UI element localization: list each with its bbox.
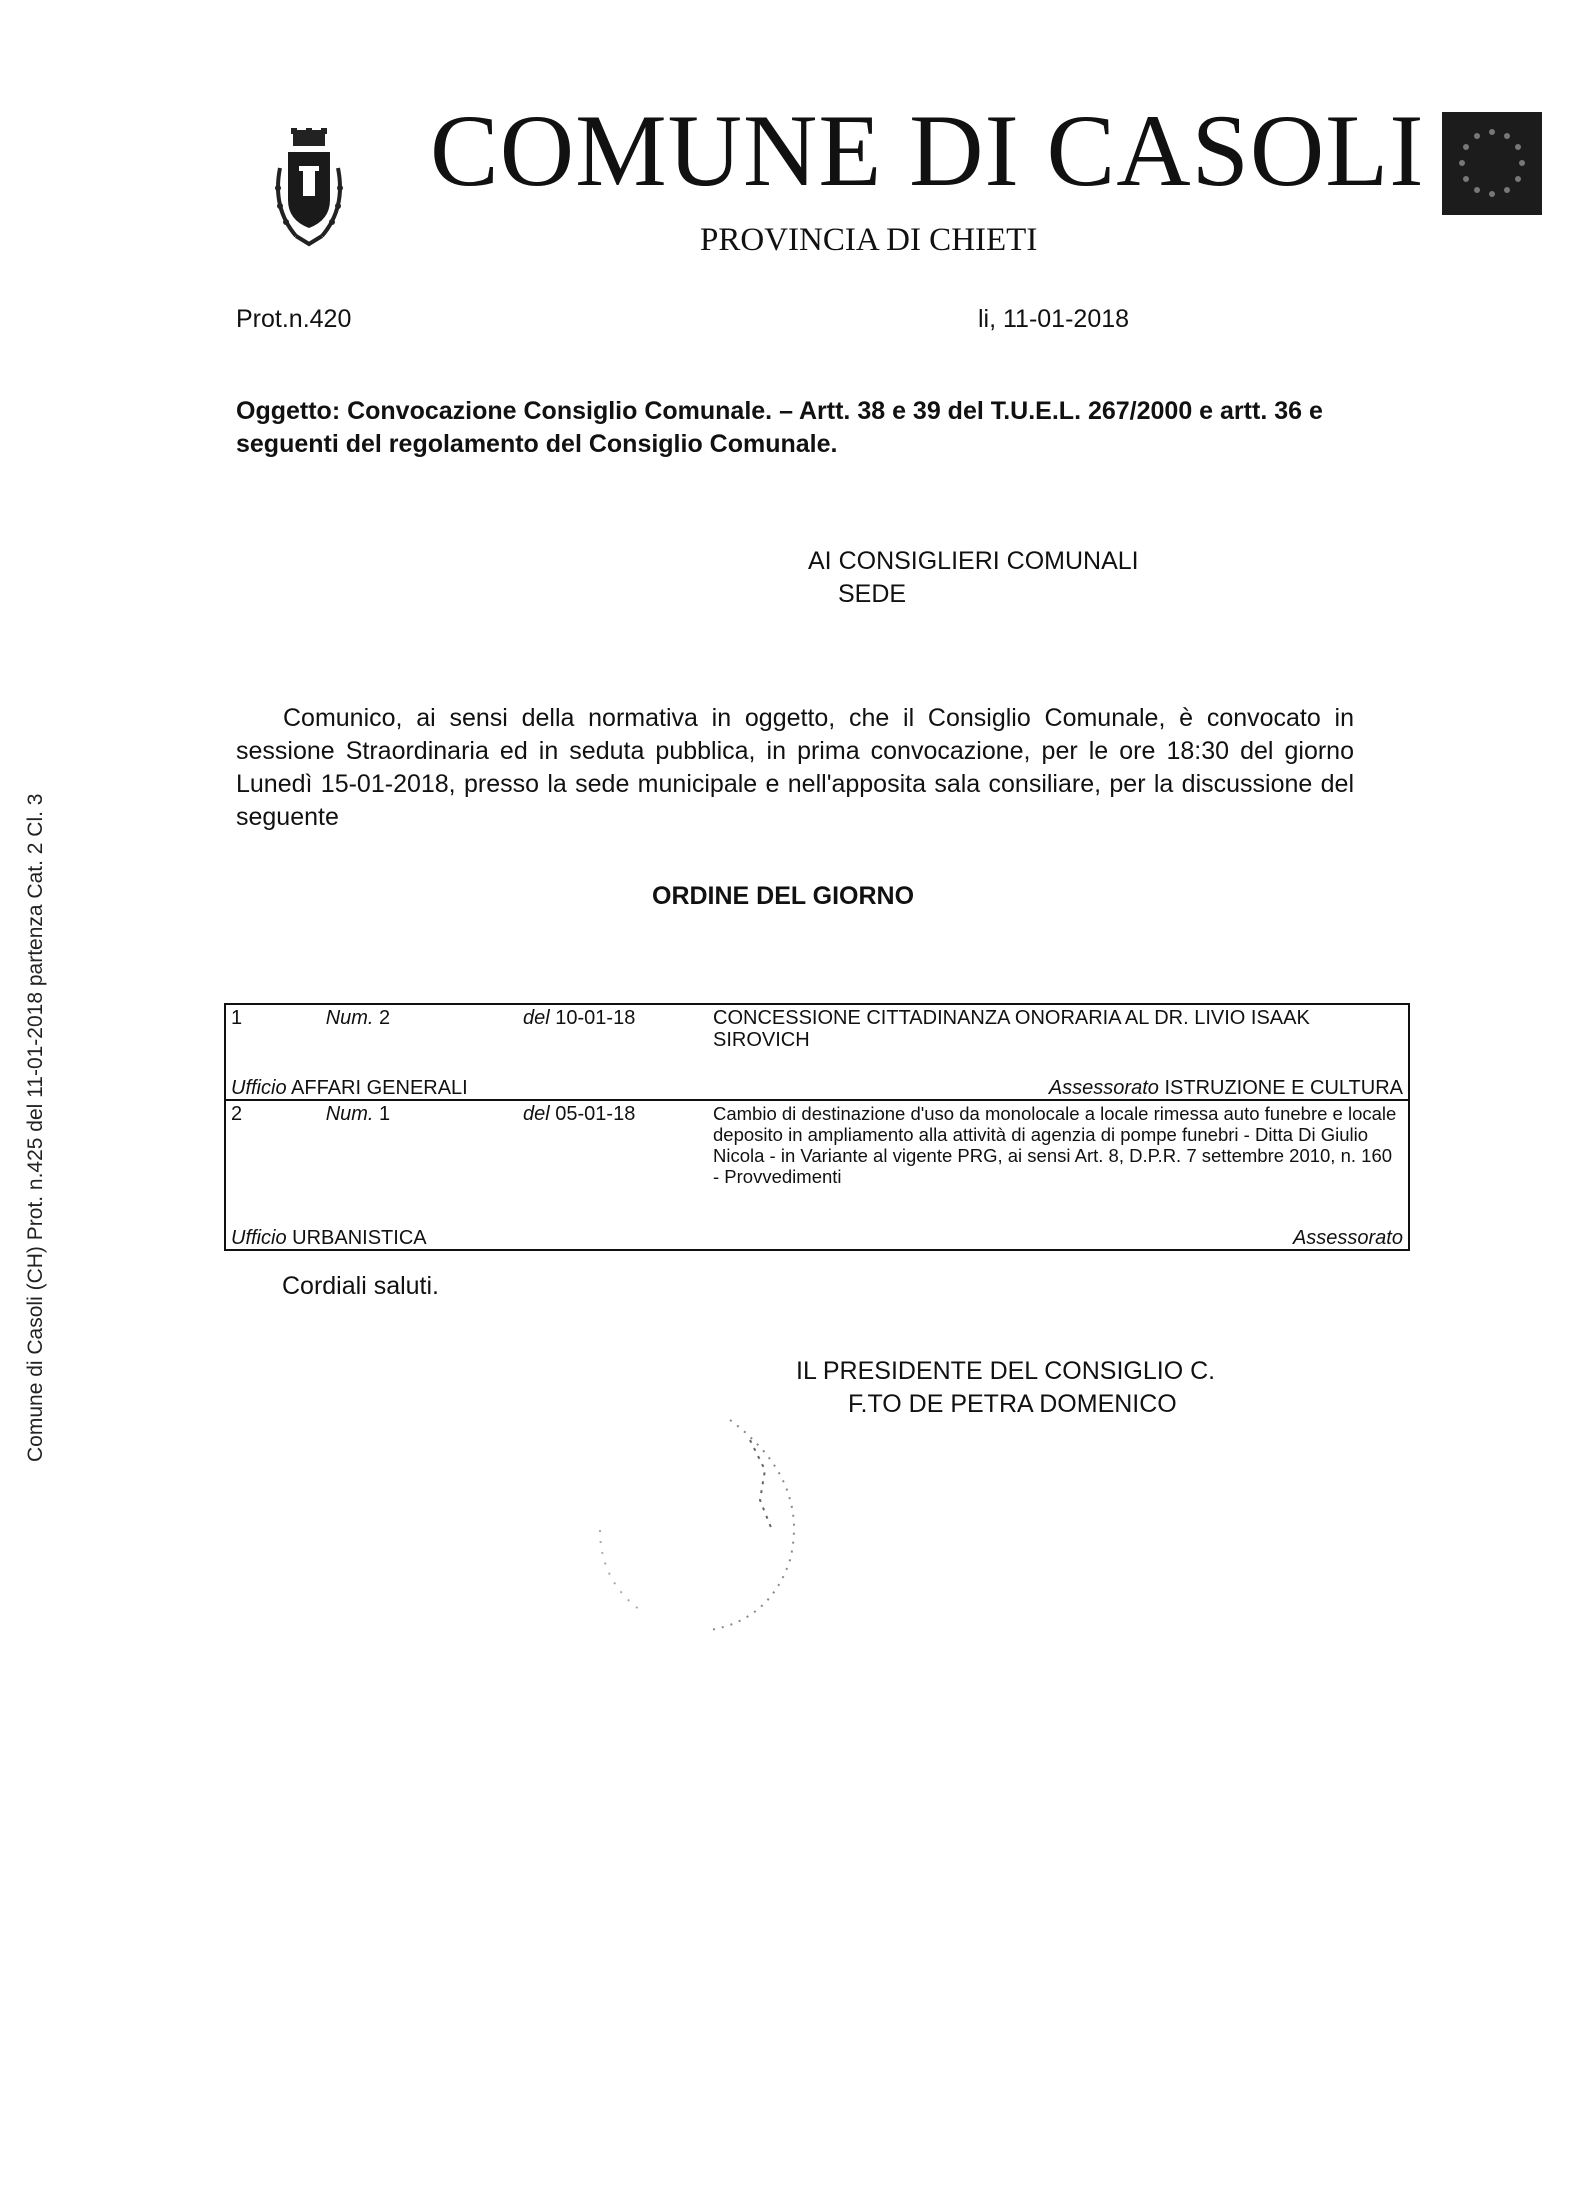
del-label: del	[523, 1103, 550, 1125]
signature-name: F.TO DE PETRA DOMENICO	[848, 1390, 1177, 1418]
ufficio-label: Ufficio	[231, 1077, 287, 1099]
item-subject: Cambio di destinazione d'uso da monolocale a locale rimessa auto funebre e locale deposito in ampliamento alla attività di agenzia di pompe funebri - Ditta Di Giulio Nicola - in Variante al vigente PRG, ai sensi Art. 8, D.P.R. 7 settembre 2010, n. 160 - Provvedimenti	[713, 1103, 1397, 1187]
table-row	[225, 1100, 1409, 1250]
del-value: 10-01-18	[555, 1007, 636, 1029]
del-value: 05-01-18	[555, 1103, 636, 1125]
stamp-mark-icon	[560, 1400, 840, 1640]
agenda-title: ORDINE DEL GIORNO	[652, 882, 915, 910]
page-title: COMUNE DI CASOLI	[430, 94, 1425, 208]
num-value: 2	[379, 1007, 391, 1029]
assessorato-label: Assessorato	[1048, 1077, 1159, 1099]
del-label: del	[523, 1007, 550, 1029]
page-subtitle: PROVINCIA DI CHIETI	[700, 222, 1038, 258]
municipal-crest-icon	[266, 128, 352, 250]
addressee-line-2: SEDE	[838, 580, 907, 608]
table-row	[225, 1004, 1409, 1100]
closing-greeting: Cordiali saluti.	[282, 1272, 440, 1300]
subject-line: Oggetto: Convocazione Consiglio Comunale. – Artt. 38 e 39 del T.U.E.L. 267/2000 e artt. 36 e seguenti del regolamento del Consiglio Comunale.	[236, 397, 1323, 458]
ufficio-value: AFFARI GENERALI	[291, 1077, 468, 1099]
protocol-number: Prot.n.420	[236, 305, 352, 333]
item-subject: CONCESSIONE CITTADINANZA ONORARIA AL DR. LIVIO ISAAK SIROVICH	[713, 1007, 1310, 1051]
item-number: 2	[231, 1103, 243, 1125]
agenda-table	[224, 1003, 1410, 1251]
addressee-line-1: AI CONSIGLIERI COMUNALI	[808, 547, 1139, 575]
item-number: 1	[231, 1007, 243, 1029]
protocol-side-stamp: Comune di Casoli (CH) Prot. n.425 del 11-01-2018 partenza Cat. 2 Cl. 3	[24, 793, 47, 1462]
body-paragraph: Comunico, ai sensi della normativa in oggetto, che il Consiglio Comunale, è convocato in sessione Straordinaria ed in seduta pubblica, in prima convocazione, per le ore 18:30 del giorno Lunedì 15-01-2018, presso la sede municipale e nell'apposita sala consiliare, per la discussione del seguente	[236, 704, 1354, 831]
assessorato-label: Assessorato	[1292, 1227, 1403, 1249]
document-date: li, 11-01-2018	[978, 305, 1130, 333]
ufficio-value: URBANISTICA	[292, 1227, 427, 1249]
assessorato-value: ISTRUZIONE E CULTURA	[1164, 1077, 1403, 1099]
num-value: 1	[379, 1103, 391, 1125]
num-label: Num.	[325, 1007, 374, 1029]
ufficio-label: Ufficio	[231, 1227, 287, 1249]
signature-title: IL PRESIDENTE DEL CONSIGLIO C.	[796, 1357, 1216, 1385]
num-label: Num.	[325, 1103, 374, 1125]
eu-flag-icon	[1442, 112, 1542, 215]
